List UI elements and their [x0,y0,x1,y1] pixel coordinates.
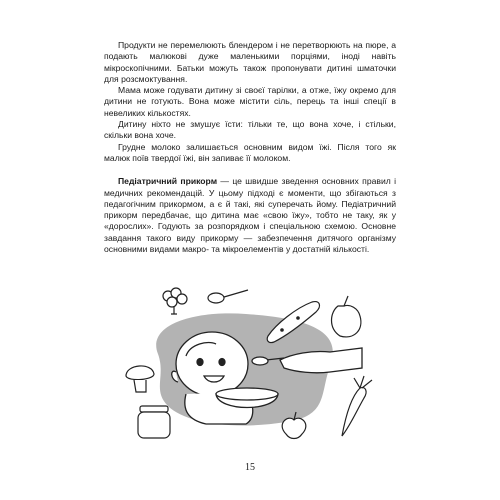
paragraph-1: Продукти не перемелюють блендером і не перетворюють на пюре, а подають малюкові дуже маленькими порціями, іноді навіть мікроскопічними. Батьки можуть також пропонувати дитині шматочки для розсмоктування. [104,40,396,84]
broccoli-icon [163,288,187,314]
paragraph-4: Грудне молоко залишається основним видом їжі. Після того як малюк поїв твердої їжі, він запиває її молоком. [104,141,396,163]
mushroom-icon [126,366,154,392]
baby-feeding-illustration [116,284,376,444]
carrot-icon [342,376,372,436]
section-paragraph [104,176,396,255]
section-text: — це швидше зведення основних правил і медичних рекомендацій. У цьому підході є моменти, що збігаються з педагогічним прикормом, а є й такі, які суперечать йому. Педіатричний прикорм передбачає, що дитина має «свою їжу», тобто не таку, як у «дорослих». Годують за розпорядком і спеціальною схемою. Основне завдання такого виду прикорму — забезпечення дитячого організму основними видами макро- та мікроелементів у достатній кількості. [104,176,397,255]
page-number: 15 [245,462,255,473]
spoon-icon [208,290,248,303]
paragraph-3: Дитину ніхто не змушує їсти: тільки те, що вона хоче, і стільки, скільки вона хоче. [104,119,396,141]
jar-peach-icon [332,296,361,337]
section-term: Педіатричний прикорм [118,176,218,187]
jar-icon [138,406,170,438]
text-block [104,40,396,255]
paragraph-2: Мама може годувати дитину зі своєї тарілки, а отже, їжу окремо для дитини не готують. Вона може містити сіль, перець та інші спеції в невеликих кількостях. [104,85,396,118]
